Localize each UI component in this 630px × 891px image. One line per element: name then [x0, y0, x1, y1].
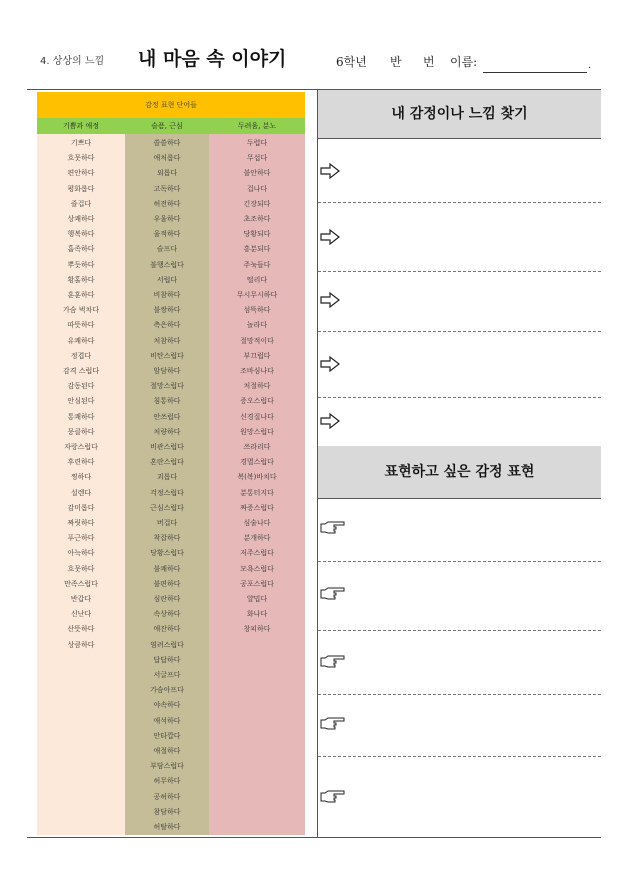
emotion-word: 신난다	[70, 610, 92, 619]
emotion-word: 정겹다	[70, 351, 92, 360]
category-header-row	[37, 118, 305, 134]
emotion-word: 흐뭇하다	[67, 154, 95, 163]
emotion-word: 참담하다	[153, 807, 181, 816]
emotion-word: 복(복)바치다	[237, 473, 277, 482]
joy-word-column	[37, 134, 125, 835]
emotion-word: 비참하다	[153, 291, 181, 299]
emotion-word: 경멸스럽다	[240, 458, 274, 467]
emotion-word: 애처롭다	[153, 154, 181, 163]
answer-line[interactable]	[318, 331, 601, 332]
emotion-word: 따뜻하다	[67, 321, 95, 330]
emotion-word: 쓸쓸하다	[153, 139, 181, 147]
emotion-word: 허전하다	[153, 199, 181, 208]
emotion-word: 만족스럽다	[64, 579, 98, 588]
pointing-hand-icon	[320, 789, 346, 805]
emotion-word: 가슴아프다	[150, 686, 184, 695]
emotion-word: 주눅들다	[243, 260, 271, 269]
emotion-word: 안심된다	[67, 397, 95, 406]
emotion-word: 섬뜩하다	[243, 306, 271, 315]
outline-right-arrow-icon	[320, 292, 340, 308]
emotion-word: 반갑다	[70, 595, 92, 603]
emotion-word: 평화롭다	[67, 184, 95, 193]
outline-right-arrow-icon	[320, 229, 340, 245]
answer-line[interactable]	[318, 202, 601, 203]
emotion-word: 편안하다	[67, 169, 95, 178]
section-number-label: 4. 상상의 느낌	[40, 56, 105, 67]
emotion-word: 울적하다	[153, 230, 181, 239]
section1-header-rule	[318, 138, 601, 139]
emotion-word: 초조하다	[243, 215, 271, 223]
emotion-word: 떨리다	[246, 275, 268, 284]
table-bottom-border	[27, 837, 601, 838]
emotion-word: 증오스럽다	[240, 397, 274, 406]
emotion-word: 절망적이다	[240, 336, 274, 345]
emotion-word: 겁나다	[246, 184, 268, 193]
emotion-word: 원망스럽다	[240, 427, 274, 436]
emotion-word: 심란하다	[153, 595, 181, 603]
emotion-word: 긴장되다	[243, 199, 271, 208]
emotion-word: 처량하다	[153, 427, 181, 436]
pointing-hand-icon	[320, 586, 346, 602]
emotion-word: 찡하다	[70, 473, 92, 482]
student-number-label: 번	[423, 55, 435, 69]
answer-line[interactable]	[318, 694, 601, 695]
grade-label: 6학년	[336, 55, 367, 69]
emotion-word: 감동된다	[67, 382, 95, 391]
emotion-word: 서글프다	[153, 671, 181, 679]
emotion-word: 처절하다	[243, 382, 271, 391]
answer-line[interactable]	[318, 630, 601, 631]
emotion-word: 불안하다	[243, 169, 271, 178]
emotion-word: 착잡하다	[153, 534, 181, 543]
express-emotion-section-title: 표현하고 싶은 감정 표현	[318, 446, 601, 498]
emotion-word: 짜릿하다	[67, 519, 95, 527]
section2-header-rule	[318, 498, 601, 499]
emotion-word: 비관스럽다	[150, 443, 184, 451]
emotion-word: 푸근하다	[67, 534, 95, 543]
emotion-word: 뿌듯하다	[67, 260, 95, 269]
find-emotion-section-title: 내 감정이나 느낌 찾기	[318, 90, 601, 138]
emotion-word: 상큼하다	[67, 640, 95, 649]
fear-word-column	[209, 134, 305, 835]
emotion-word: 속상하다	[153, 610, 181, 619]
emotion-word: 분통터지다	[240, 488, 274, 497]
word-table-title: 감정 표현 단어들	[37, 92, 305, 118]
emotion-word: 애절하다	[153, 747, 181, 755]
emotion-word: 공허하다	[153, 792, 181, 801]
emotion-word-table	[37, 92, 305, 835]
emotion-word: 후련하다	[67, 458, 95, 467]
emotion-word: 즐겁다	[70, 199, 92, 208]
answer-line[interactable]	[318, 397, 601, 398]
emotion-word: 우울하다	[153, 215, 181, 223]
emotion-word: 허탈하다	[153, 823, 181, 831]
emotion-word: 창피하다	[243, 625, 271, 634]
emotion-word: 안타깝다	[153, 731, 181, 740]
emotion-word: 공포스럽다	[240, 579, 274, 588]
emotion-word: 설렌다	[70, 488, 92, 497]
emotion-word: 안쓰럽다	[153, 412, 181, 421]
emotion-word: 두렵다	[246, 139, 268, 147]
emotion-word: 애잔하다	[153, 625, 181, 634]
emotion-word: 감격 스럽다	[62, 367, 100, 375]
emotion-word: 황홀하다	[67, 275, 95, 284]
emotion-word: 기쁘다	[70, 139, 92, 147]
emotion-word: 뭉클하다	[67, 427, 95, 436]
emotion-word: 괴롭다	[156, 473, 178, 482]
emotion-word: 훈훈하다	[67, 291, 95, 299]
emotion-word: 부담스럽다	[150, 762, 184, 771]
emotion-word: 짜증스럽다	[240, 503, 274, 512]
emotion-word: 감미롭다	[67, 503, 95, 512]
emotion-word: 산뜻하다	[67, 625, 95, 634]
emotion-word: 흥분되다	[243, 245, 271, 254]
emotion-word: 불쌍하다	[153, 306, 181, 315]
emotion-word: 근심스럽다	[150, 503, 184, 512]
pointing-hand-icon	[320, 520, 346, 536]
answer-line[interactable]	[318, 271, 601, 272]
emotion-word: 애석하다	[153, 716, 181, 725]
emotion-word: 저주스럽다	[240, 549, 274, 558]
outline-right-arrow-icon	[320, 413, 340, 429]
emotion-word: 분개하다	[243, 534, 271, 543]
worksheet-header	[38, 44, 598, 80]
emotion-word: 흐뭇하다	[67, 564, 95, 573]
emotion-word: 비탄스럽다	[150, 351, 184, 360]
emotion-word: 절망스럽다	[150, 382, 184, 391]
outline-right-arrow-icon	[320, 356, 340, 372]
emotion-word: 슬프다	[156, 245, 178, 254]
emotion-word: 화나다	[246, 610, 268, 619]
emotion-word: 측은하다	[153, 321, 181, 330]
emotion-word: 당황스럽다	[150, 549, 184, 558]
name-label: 이름:	[450, 55, 478, 69]
emotion-word: 조바심나다	[240, 367, 274, 375]
emotion-word: 불행스럽다	[150, 260, 184, 269]
emotion-word: 외롭다	[156, 169, 178, 178]
category-sadness-header: 슬픔, 근심	[151, 122, 183, 130]
emotion-word: 암담하다	[153, 367, 181, 375]
emotion-word: 처참하다	[153, 336, 181, 345]
name-blank-line[interactable]	[483, 72, 587, 73]
sadness-word-column	[125, 134, 209, 835]
emotion-word: 상쾌하다	[67, 215, 95, 223]
pointing-hand-icon	[320, 716, 346, 732]
class-label: 반	[390, 55, 402, 69]
emotion-word: 놀라다	[246, 321, 268, 330]
category-joy-header: 기쁨과 애정	[62, 122, 100, 130]
emotion-word: 무섭다	[246, 154, 268, 163]
emotion-word: 쓰라리다	[243, 443, 271, 451]
emotion-word: 걱정스럽다	[150, 488, 184, 497]
emotion-word: 얄밉다	[246, 595, 268, 603]
emotion-word: 불편하다	[153, 579, 181, 588]
emotion-word: 행복하다	[67, 230, 95, 239]
emotion-word: 염려스럽다	[150, 640, 184, 649]
category-fear-header: 두려움, 분노	[237, 122, 277, 130]
emotion-word: 고독하다	[153, 184, 181, 193]
emotion-word: 신경질나다	[240, 412, 274, 421]
end-mark: .	[588, 60, 592, 71]
outline-right-arrow-icon	[320, 163, 340, 179]
emotion-word: 흡족하다	[67, 245, 95, 254]
pointing-hand-icon	[320, 654, 346, 670]
emotion-word: 당황되다	[243, 230, 271, 239]
emotion-word: 침통하다	[153, 397, 181, 406]
emotion-word: 야속하다	[153, 701, 181, 710]
emotion-word: 아늑하다	[67, 549, 95, 558]
emotion-word: 가슴 벅차다	[62, 306, 100, 315]
emotion-word: 혼란스럽다	[150, 458, 184, 467]
emotion-word: 불쾌하다	[153, 564, 181, 573]
emotion-word: 유쾌하다	[67, 336, 95, 345]
emotion-word: 모욕스럽다	[240, 564, 274, 573]
emotion-word: 부끄럽다	[243, 351, 271, 360]
emotion-word: 답답하다	[153, 655, 181, 664]
answer-line[interactable]	[318, 756, 601, 757]
emotion-word: 서럽다	[156, 275, 178, 284]
emotion-word: 버겁다	[156, 519, 178, 527]
emotion-word: 심술나다	[243, 519, 271, 527]
page-title: 내 마음 속 이야기	[138, 48, 287, 70]
emotion-word: 자랑스럽다	[64, 443, 98, 451]
emotion-word: 통쾌하다	[67, 412, 95, 421]
emotion-word: 무시무시하다	[236, 291, 278, 299]
emotion-word: 허무하다	[153, 777, 181, 786]
answer-line[interactable]	[318, 561, 601, 562]
